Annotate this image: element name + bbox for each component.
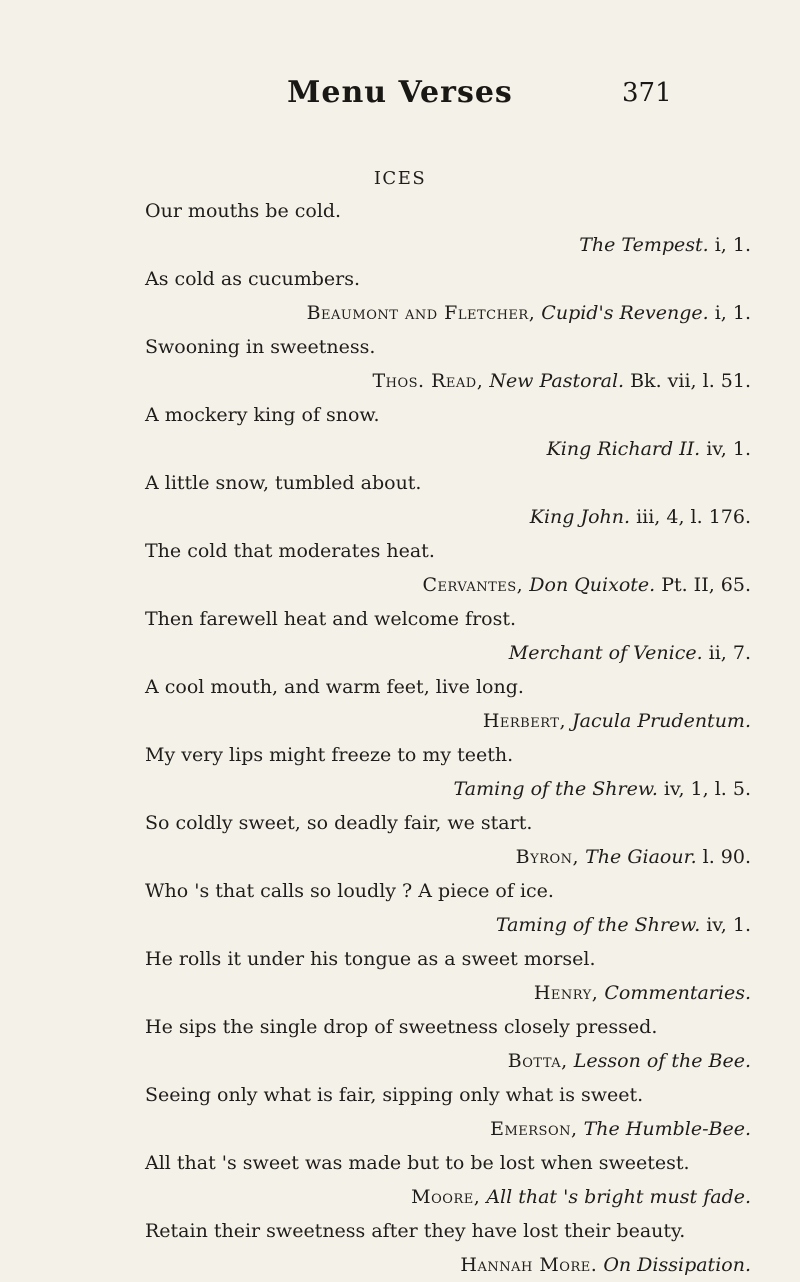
- quotation-entry: [145, 466, 751, 534]
- quotation-text: Seeing only what is fair, sipping only what is sweet.: [145, 1084, 644, 1106]
- attribution-work: The Humble-Bee.: [583, 1118, 751, 1140]
- attribution-author: Cervantes,: [422, 574, 524, 596]
- attribution-work: Don Quixote.: [529, 574, 656, 596]
- attribution: [145, 1044, 751, 1078]
- attribution: [145, 364, 751, 398]
- quotation-entry: [145, 942, 751, 1010]
- quotation-entry: [145, 738, 751, 806]
- attribution-work: King Richard II.: [546, 438, 701, 460]
- quotation-entry: [145, 262, 751, 330]
- attribution-reference: l. 90.: [702, 846, 751, 868]
- quotation-entry: [145, 602, 751, 670]
- quotation-entry: [145, 194, 751, 262]
- attribution-work: Commentaries.: [604, 982, 751, 1004]
- quotation-entry: [145, 1146, 751, 1214]
- attribution-reference: i, 1.: [714, 234, 751, 256]
- attribution-reference: Pt. II, 65.: [661, 574, 751, 596]
- attribution-reference: Bk. vii, l. 51.: [630, 370, 751, 392]
- attribution: [145, 228, 751, 262]
- attribution: [145, 772, 751, 806]
- attribution-work: Merchant of Venice.: [508, 642, 703, 664]
- attribution-author: Thos. Read,: [372, 370, 484, 392]
- attribution: [145, 1180, 751, 1214]
- running-title: Menu Verses: [287, 75, 513, 110]
- quotation-text: Who 's that calls so loudly ? A piece of ice.: [145, 880, 554, 902]
- attribution-work: King John.: [529, 506, 631, 528]
- quotation-entry: [145, 1214, 751, 1282]
- attribution-reference: iv, 1, l. 5.: [663, 778, 751, 800]
- attribution-work: Taming of the Shrew.: [453, 778, 658, 800]
- quotation-entry: [145, 1010, 751, 1078]
- attribution-work: All that 's bright must fade.: [486, 1186, 751, 1208]
- quotation-entry: [145, 330, 751, 398]
- attribution-work: The Giaour.: [585, 846, 697, 868]
- attribution-author: Botta,: [507, 1050, 568, 1072]
- attribution-author: Emerson,: [490, 1118, 578, 1140]
- section-heading: ICES: [373, 168, 427, 189]
- attribution: [145, 908, 751, 942]
- attribution-author: Moore,: [411, 1186, 481, 1208]
- quotation-text: My very lips might freeze to my teeth.: [145, 744, 514, 766]
- attribution: [145, 1112, 751, 1146]
- attribution-work: On Dissipation.: [603, 1254, 751, 1276]
- attribution: [145, 296, 751, 330]
- quotation-text: As cold as cucumbers.: [145, 268, 361, 290]
- attribution: [145, 704, 751, 738]
- quotation-text: So coldly sweet, so deadly fair, we start.: [145, 812, 533, 834]
- quotation-entry: [145, 806, 751, 874]
- attribution-reference: ii, 7.: [708, 642, 751, 664]
- quotation-text: Then farewell heat and welcome frost.: [145, 608, 517, 630]
- attribution-reference: iii, 4, l. 176.: [636, 506, 751, 528]
- quotation-entry: [145, 1078, 751, 1146]
- quotation-list: [145, 194, 751, 1282]
- quotation-text: A little snow, tumbled about.: [145, 472, 422, 494]
- attribution-work: Jacula Prudentum.: [572, 710, 751, 732]
- attribution-author: Herbert,: [482, 710, 566, 732]
- quotation-entry: [145, 398, 751, 466]
- attribution-reference: i, 1.: [714, 302, 751, 324]
- attribution: [145, 840, 751, 874]
- attribution: [145, 1248, 751, 1282]
- attribution-author: Hannah More.: [460, 1254, 598, 1276]
- quotation-text: Retain their sweetness after they have lost their beauty.: [145, 1220, 686, 1242]
- quotation-entry: [145, 874, 751, 942]
- running-head: [0, 70, 800, 116]
- page-number: 371: [622, 78, 672, 108]
- attribution-author: Beaumont and Fletcher,: [306, 302, 536, 324]
- quotation-text: He sips the single drop of sweetness closely pressed.: [145, 1016, 658, 1038]
- attribution: [145, 568, 751, 602]
- attribution: [145, 500, 751, 534]
- quotation-entry: [145, 670, 751, 738]
- quotation-text: All that 's sweet was made but to be lost when sweetest.: [145, 1152, 690, 1174]
- attribution-work: The Tempest.: [579, 234, 709, 256]
- attribution: [145, 432, 751, 466]
- attribution-work: Taming of the Shrew.: [495, 914, 701, 936]
- attribution-reference: iv, 1.: [706, 438, 751, 460]
- attribution: [145, 636, 751, 670]
- attribution-author: Byron,: [515, 846, 580, 868]
- attribution-author: Henry,: [533, 982, 599, 1004]
- attribution-reference: iv, 1.: [706, 914, 751, 936]
- quotation-text: He rolls it under his tongue as a sweet morsel.: [145, 948, 596, 970]
- quotation-text: Swooning in sweetness.: [145, 336, 376, 358]
- quotation-text: A cool mouth, and warm feet, live long.: [145, 676, 524, 698]
- attribution-work: New Pastoral.: [489, 370, 625, 392]
- quotation-text: Our mouths be cold.: [145, 200, 342, 222]
- quotation-text: The cold that moderates heat.: [145, 540, 435, 562]
- attribution: [145, 976, 751, 1010]
- quotation-entry: [145, 534, 751, 602]
- attribution-work: Lesson of the Bee.: [573, 1050, 751, 1072]
- quotation-text: A mockery king of snow.: [145, 404, 380, 426]
- attribution-work: Cupid's Revenge.: [541, 302, 709, 324]
